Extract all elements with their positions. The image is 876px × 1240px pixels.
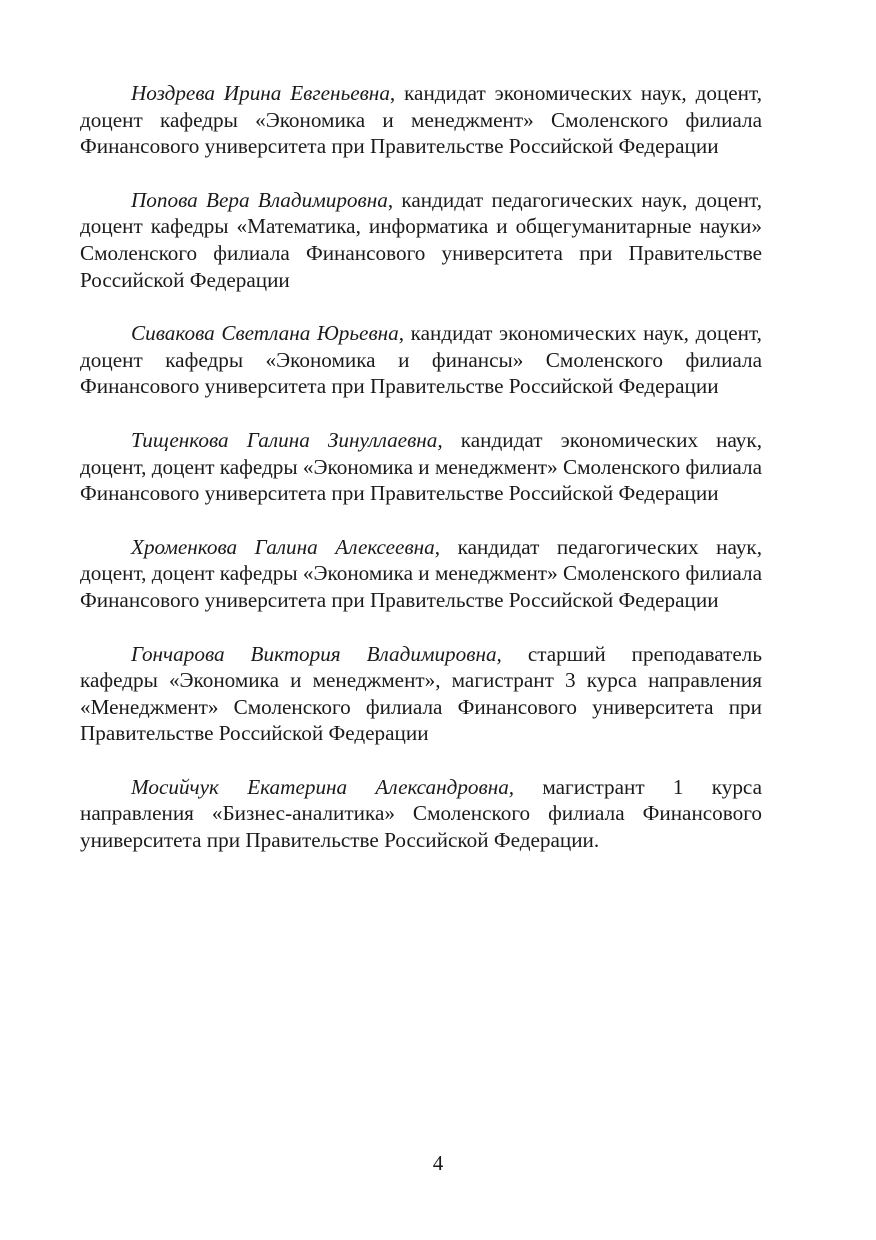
author-name: Хроменкова Галина Алексеевна [131, 534, 435, 559]
author-entry-tishchenkova [80, 427, 762, 507]
author-name: Мосийчук Екатерина Александровна, [131, 774, 515, 799]
author-name: Тищенкова Галина Зинуллаевна, [131, 427, 443, 452]
author-name: Гончарова Виктория Владимировна, [131, 641, 502, 666]
authors-list [80, 80, 762, 881]
author-entry-sivakova [80, 320, 762, 400]
author-description: кандидат экономических наук, доцент, доцент кафедры «Экономика и менеджмент» Смоленского филиала Финансового университета при Правительстве Российской Федерации [80, 427, 762, 506]
author-name: Попова Вера Владимировна [131, 187, 388, 212]
author-entry-popova [80, 187, 762, 293]
author-entry-nozdreva [80, 80, 762, 160]
author-name: Сивакова Светлана Юрьевна [131, 321, 399, 346]
author-description: , кандидат экономических наук, доцент, доцент кафедры «Экономика и финансы» Смоленского филиала Финансового университета при Правительстве Российской Федерации [80, 321, 762, 399]
author-description: старший преподаватель кафедры «Экономика и менеджмент», магистрант 3 курса направления «Менеджмент» Смоленского филиала Финансового университета при Правительстве Российской Федерации [80, 641, 762, 746]
page-number: 4 [432, 1151, 444, 1175]
author-description: , кандидат педагогических наук, доцент, доцент кафедры «Экономика и менеджмент» Смоленского филиала Финансового университета при Правительстве Российской Федерации [80, 534, 763, 612]
author-name: Ноздрева Ирина Евгеньевна [131, 81, 390, 105]
author-entry-mosiychuk [80, 774, 762, 854]
author-entry-goncharova [80, 641, 762, 747]
author-description: магистрант 1 курса направления «Бизнес-аналитика» Смоленского филиала Финансового университета при Правительстве Российской Федерации. [80, 774, 762, 853]
author-description: , кандидат экономических наук, доцент, доцент кафедры «Экономика и менеджмент» Смоленского филиала Финансового университета при Правительстве Российской Федерации [80, 81, 762, 159]
author-entry-khromenkova [80, 534, 762, 614]
author-description: , кандидат педагогических наук, доцент, доцент кафедры «Математика, информатика и общегуманитарные науки» Смоленского филиала Финансового университета при Правительстве Российской Федерации [80, 187, 762, 292]
